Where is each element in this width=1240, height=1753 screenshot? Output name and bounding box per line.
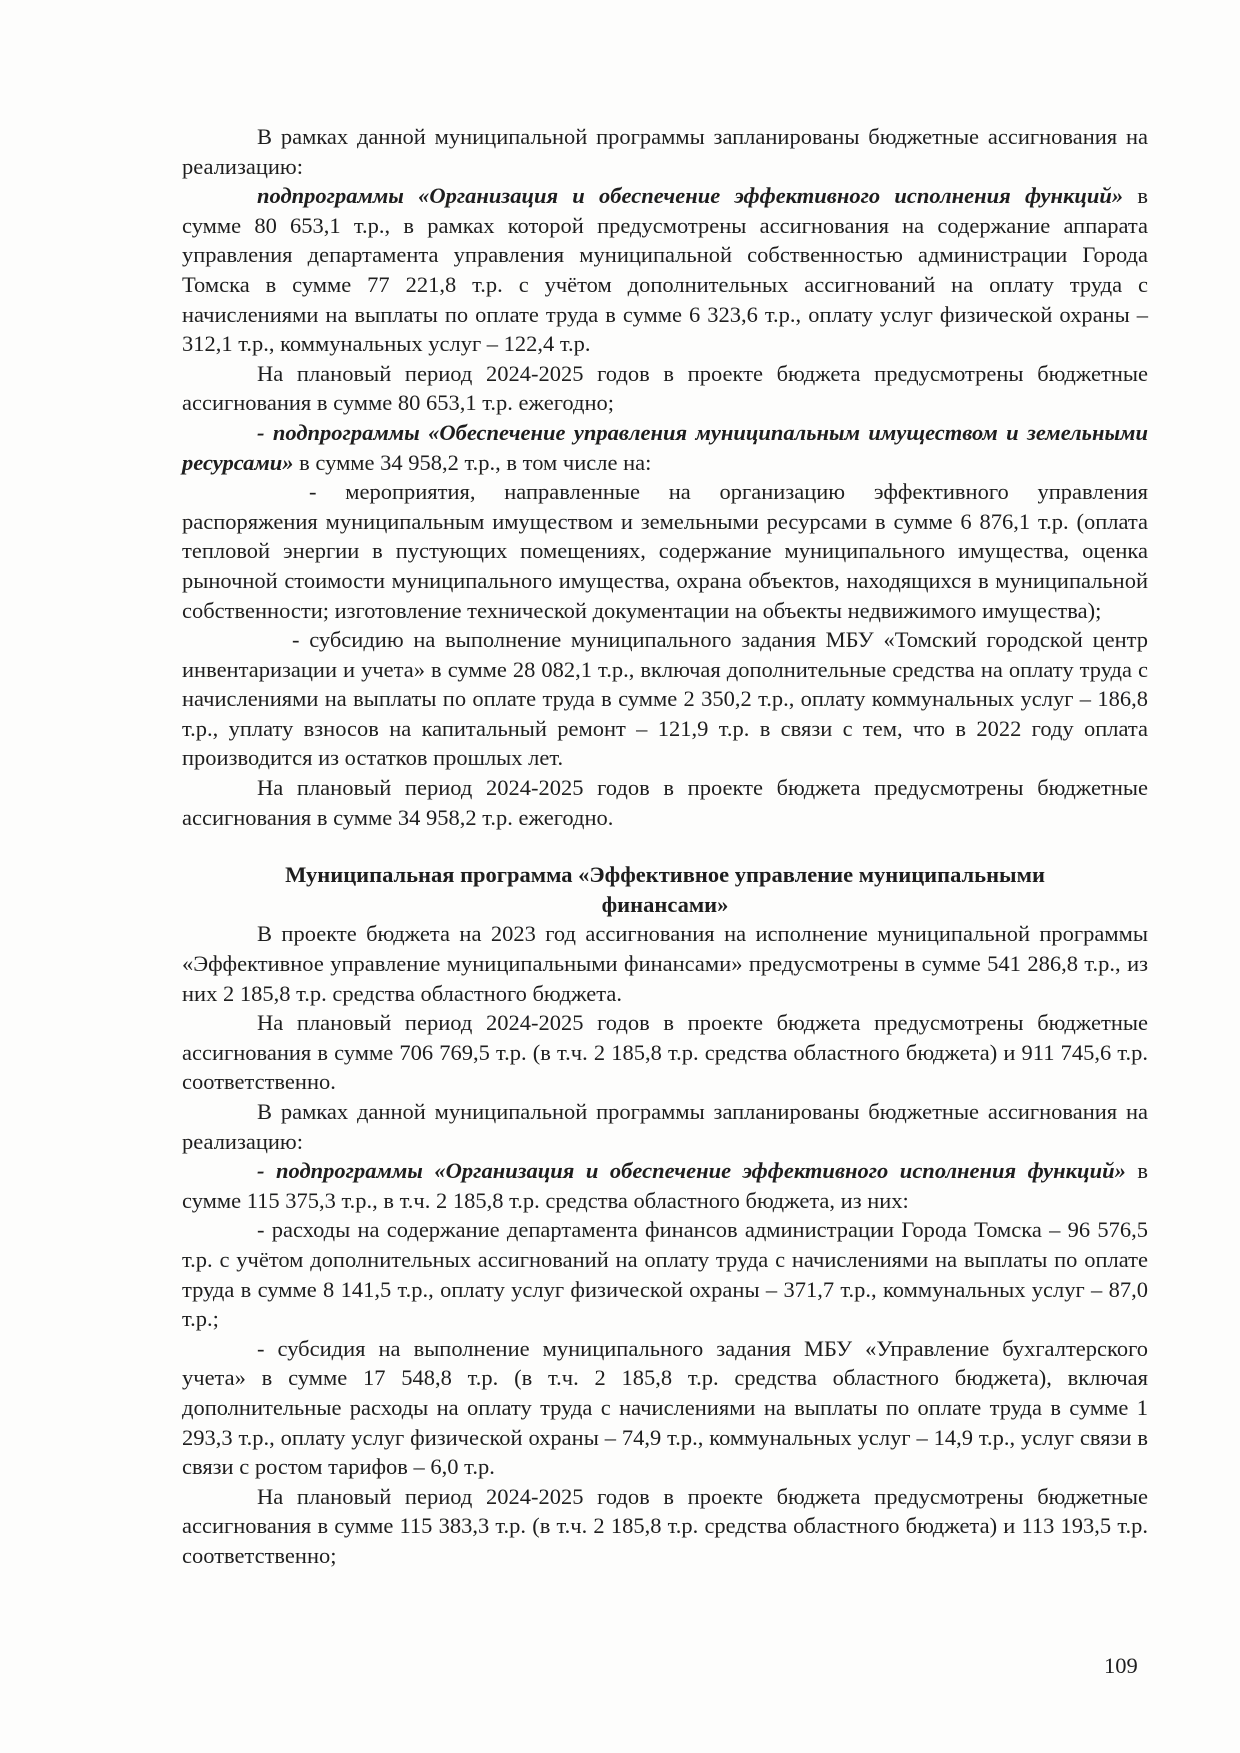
paragraph-finance-department: - расходы на содержание департамента финансов администрации Города Томска – 96 576,5 т.р. с учётом дополнительных ассигнований на оплату труда с начислениями на выплаты по оплате труда в сумме 8 141,5 т.р., оплату услуг физической охраны – 371,7 т.р., коммунальных услуг – 87,0 т.р.; — [182, 1217, 1148, 1332]
subprogram-title: - подпрограммы «Организация и обеспечение эффективного исполнения функций» — [257, 1158, 1126, 1184]
section-heading: Муниципальная программа «Эффективное управление муниципальными финансами» — [285, 862, 1045, 917]
paragraph-intro-1: В рамках данной муниципальной программы запланированы бюджетные ассигнования на реализацию: — [182, 124, 1148, 179]
paragraph-planned-period-3: На плановый период 2024-2025 годов в проекте бюджета предусмотрены бюджетные ассигнования в сумме 706 769,5 т.р. (в т.ч. 2 185,8 т.р. средства областного бюджета) и 911 745,6 т.р. соответственно. — [182, 1010, 1148, 1095]
paragraph-finance-budget: В проекте бюджета на 2023 год ассигнования на исполнение муниципальной программы «Эффективное управление муниципальными финансами» предусмотрены в сумме 541 286,8 т.р., из них 2 185,8 т.р. средства областного бюджета. — [182, 921, 1148, 1006]
paragraph-subsidy-accounting: - субсидия на выполнение муниципального задания МБУ «Управление бухгалтерского учета» в сумме 17 548,8 т.р. (в т.ч. 2 185,8 т.р. средства областного бюджета), включая дополнительные расходы на оплату труда с начислениями на выплаты по оплате труда в сумме 1 293,3 т.р., оплату услуг физической охраны – 74,9 т.р., коммунальных услуг – 14,9 т.р., услуг связи в связи с ростом тарифов – 6,0 т.р. — [182, 1335, 1148, 1480]
subprogram-title: - подпрограммы «Обеспечение управления муниципальным имуществом и земельными ресурсами» — [182, 419, 1148, 475]
subprogram-title: подпрограммы «Организация и обеспечение эффективного исполнения функций» — [257, 183, 1124, 209]
subprogram-text: в сумме 34 958,2 т.р., в том числе на: — [293, 449, 652, 475]
paragraph-planned-period-4: На плановый период 2024-2025 годов в проекте бюджета предусмотрены бюджетные ассигнования в сумме 115 383,3 т.р. (в т.ч. 2 185,8 т.р. средства областного бюджета) и 113 193,5 т.р. соответственно; — [182, 1483, 1148, 1568]
paragraph-intro-2: В рамках данной муниципальной программы запланированы бюджетные ассигнования на реализацию: — [182, 1099, 1148, 1154]
page-body — [182, 122, 1148, 1571]
paragraph-subsidy-inventory: - субсидию на выполнение муниципального задания МБУ «Томский городской центр инвентаризации и учета» в сумме 28 082,1 т.р., включая дополнительные средства на оплату труда с начислениями на выплаты по оплате труда в сумме 2 350,2 т.р., оплату коммунальных услуг – 186,8 т.р., уплату взносов на капитальный ремонт – 121,9 т.р. в связи с тем, что в 2022 году оплата производится из остатков прошлых лет. — [182, 627, 1148, 771]
subprogram-text: в сумме 80 653,1 т.р., в рамках которой предусмотрены ассигнования на содержание аппарата управления департамента управления муниципальной собственностью администрации Города Томска в сумме 77 221,8 т.р. с учётом дополнительных ассигнований на оплату труда с начислениями на выплаты по оплате труда в сумме 6 323,6 т.р., оплату услуг физической охраны – 312,1 т.р., коммунальных услуг – 122,4 т.р. — [182, 183, 1148, 357]
paragraph-planned-period-1: На плановый период 2024-2025 годов в проекте бюджета предусмотрены бюджетные ассигнования в сумме 80 653,1 т.р. ежегодно; — [182, 360, 1148, 416]
page-number: 109 — [1104, 1653, 1138, 1678]
paragraph-measures: - мероприятия, направленные на организацию эффективного управления распоряжения муниципальным имуществом и земельными ресурсами в сумме 6 876,1 т.р. (оплата тепловой энергии в пустующих помещениях, содержание муниципального имущества, оценка рыночной стоимости муниципального имущества, охрана объектов, находящихся в муниципальной собственности; изготовление технической документации на объекты недвижимого имущества); — [182, 479, 1148, 623]
subprogram-text: в сумме 115 375,3 т.р., в т.ч. 2 185,8 т.р. средства областного бюджета, из них: — [182, 1158, 1149, 1213]
paragraph-subprogram-organization — [182, 181, 1148, 359]
paragraph-planned-period-2: На плановый период 2024-2025 годов в проекте бюджета предусмотрены бюджетные ассигнования в сумме 34 958,2 т.р. ежегодно. — [182, 775, 1148, 830]
paragraph-subprogram-finance — [182, 1156, 1148, 1215]
paragraph-subprogram-property — [182, 418, 1148, 477]
